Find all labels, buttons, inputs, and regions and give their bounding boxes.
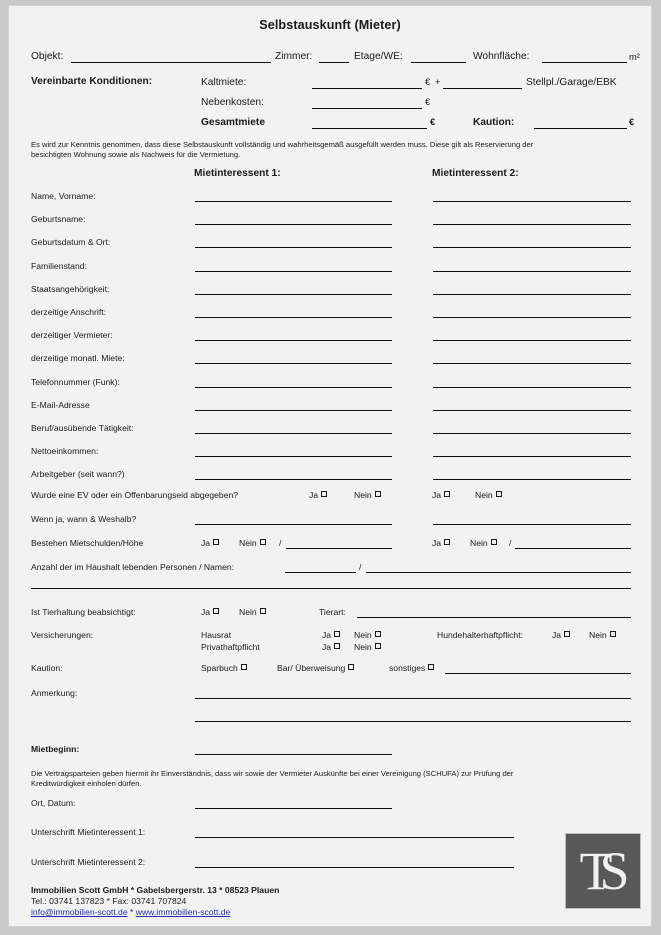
pets-label: Ist Tierhaltung beabsichtigt: (31, 607, 136, 617)
kaution-top-euro: € (629, 117, 635, 127)
field-input-line-applicant-2[interactable] (433, 294, 631, 295)
insurance-hausrat-yes[interactable] (322, 630, 340, 641)
deposit-sonstiges[interactable] (389, 663, 434, 674)
checkbox-icon[interactable] (334, 643, 340, 649)
field-input-line-applicant-2[interactable] (433, 340, 631, 341)
field-label: E-Mail-Adresse (31, 399, 90, 410)
footer-website-link[interactable]: www.immobilien-scott.de (135, 907, 231, 917)
field-input-line-applicant-2[interactable] (433, 271, 631, 272)
insurance-private-no-text: Nein (354, 642, 372, 652)
nebenkosten-euro: € (425, 97, 431, 107)
checkbox-icon[interactable] (334, 631, 340, 637)
insurance-private-label: Privathaftpflicht (201, 642, 260, 652)
checkbox-icon[interactable] (213, 539, 219, 545)
field-input-line-applicant-1[interactable] (195, 224, 392, 225)
extras-label: Stellpl./Garage/EBK (526, 77, 617, 88)
deposit-bar[interactable] (277, 663, 354, 674)
field-label: Telefonnummer (Funk): (31, 376, 120, 387)
signature-1-line[interactable] (195, 837, 514, 838)
checkbox-icon[interactable] (241, 664, 247, 670)
debts-yes-2-text: Ja (432, 538, 442, 548)
pets-species-input-line[interactable] (357, 617, 631, 618)
checkbox-icon[interactable] (491, 539, 497, 545)
insurance-hausrat-no[interactable] (354, 630, 381, 641)
insurance-dog-yes[interactable] (552, 630, 570, 641)
deposit-sparbuch-text: Sparbuch (201, 663, 238, 673)
ev-yes-1-text: Ja (309, 490, 319, 500)
field-label: Name, Vorname: (31, 191, 96, 201)
etage-label: Etage/WE: (354, 51, 403, 62)
remark-input-line-1[interactable] (195, 698, 631, 699)
field-input-line-applicant-1[interactable] (195, 433, 392, 434)
start-input-line[interactable] (195, 754, 392, 755)
insurance-dog-no-text: Nein (589, 630, 607, 640)
ev-label: Wurde eine EV oder ein Offenbarungseid abgegeben? (31, 490, 239, 500)
field-input-line-applicant-2[interactable] (433, 387, 631, 388)
household-label: Anzahl der im Haushalt lebenden Personen / Namen: (31, 562, 235, 572)
insurance-private-no[interactable] (354, 642, 381, 653)
field-input-line-applicant-1[interactable] (195, 340, 392, 341)
kaution-top-input-line[interactable] (534, 128, 627, 129)
field-input-line-applicant-2[interactable] (433, 247, 631, 248)
ev-no-2-text: Nein (475, 490, 493, 500)
pets-yes[interactable] (201, 607, 219, 618)
zimmer-input-line[interactable] (319, 62, 349, 63)
footer-separator: * (130, 907, 134, 917)
pets-no[interactable] (239, 607, 266, 618)
field-input-line-applicant-1[interactable] (195, 271, 392, 272)
checkbox-icon[interactable] (260, 539, 266, 545)
deposit-sparbuch[interactable] (201, 663, 247, 674)
gesamtmiete-label: Gesamtmiete (201, 117, 265, 128)
field-input-line-applicant-1[interactable] (195, 363, 392, 364)
checkbox-icon[interactable] (213, 608, 219, 614)
nebenkosten-label: Nebenkosten: (201, 97, 264, 108)
insurance-dog-yes-text: Ja (552, 630, 562, 640)
form-page (8, 5, 652, 927)
insurance-hausrat-label: Hausrat (201, 630, 232, 640)
kaltmiete-euro: € (425, 77, 431, 87)
kaltmiete-plus: + (435, 77, 441, 87)
field-label: Familienstand: (31, 260, 87, 271)
checkbox-icon[interactable] (375, 643, 381, 649)
remark-input-line-2[interactable] (195, 721, 631, 722)
debts-input-line-1[interactable] (286, 548, 392, 549)
field-input-line-applicant-2[interactable] (433, 433, 631, 434)
ev-yes-1[interactable] (309, 490, 327, 501)
remark-label: Anmerkung: (31, 688, 78, 698)
deposit-sonstiges-input-line[interactable] (445, 673, 631, 674)
reason-label: Wenn ja, wann & Weshalb? (31, 514, 137, 524)
checkbox-icon[interactable] (428, 664, 434, 670)
signature-2-line[interactable] (195, 867, 514, 868)
field-label: Staatsangehörigkeit: (31, 283, 110, 294)
field-input-line-applicant-2[interactable] (433, 201, 631, 202)
field-input-line-applicant-1[interactable] (195, 247, 392, 248)
insurance-private-yes[interactable] (322, 642, 340, 653)
field-input-line-applicant-2[interactable] (433, 410, 631, 411)
debts-yes-2[interactable] (432, 538, 450, 549)
field-input-line-applicant-2[interactable] (433, 363, 631, 364)
insurance-hausrat-no-text: Nein (354, 630, 372, 640)
gesamtmiete-input-line[interactable] (312, 128, 427, 129)
schufa-line-1: Die Vertragsparteien geben hiermit ihr Einverständnis, dass wir sowie der Vermieter Auskünfte bei einer Vereinigung (SCHUFA) zur Prüfung der (31, 769, 514, 778)
checkbox-icon[interactable] (348, 664, 354, 670)
field-label: Geburtsdatum & Ort: (31, 237, 111, 248)
field-input-line-applicant-1[interactable] (195, 456, 392, 457)
checkbox-icon[interactable] (444, 491, 450, 497)
zimmer-label: Zimmer: (275, 51, 313, 62)
objekt-label: Objekt: (31, 51, 64, 62)
debts-yes-1-text: Ja (201, 538, 211, 548)
extras-input-line[interactable] (443, 88, 522, 89)
notice-line-2: besichtigten Wohnung sowie als Nachweis für die Vermietung. (31, 150, 241, 159)
start-label: Mietbeginn: (31, 744, 80, 754)
logo-monogram: TS (579, 841, 617, 901)
objekt-input-line[interactable] (71, 62, 271, 63)
etage-input-line[interactable] (411, 62, 466, 63)
page-title: Selbstauskunft (Mieter) (259, 18, 401, 32)
signature-2-label: Unterschrift Mietinteressent 2: (31, 857, 146, 867)
notice-line-1: Es wird zur Kenntnis genommen, dass diese Selbstauskunft vollständig und wahrheitsgemäß ausgefüllt werden muss. Diese gilt als Reservierung der (31, 140, 534, 149)
pets-no-text: Nein (239, 607, 257, 617)
kaution-top-label: Kaution: (473, 117, 515, 128)
field-input-line-applicant-2[interactable] (433, 479, 631, 480)
deposit-label: Kaution: (31, 663, 63, 673)
field-input-line-applicant-2[interactable] (433, 456, 631, 457)
field-label: derzeitiger Vermieter: (31, 330, 113, 341)
kaltmiete-label: Kaltmiete: (201, 77, 247, 88)
checkbox-icon[interactable] (260, 608, 266, 614)
pets-yes-text: Ja (201, 607, 211, 617)
field-label: Beruf/ausübende Tätigkeit: (31, 423, 134, 433)
footer-company-line: Immobilien Scott GmbH * Gabelsbergerstr. 13 * 08523 Plauen (31, 885, 280, 895)
household-slash: / (359, 562, 362, 572)
field-input-line-applicant-1[interactable] (195, 387, 392, 388)
footer-email-link[interactable]: info@immobilien-scott.de (31, 907, 128, 917)
checkbox-icon[interactable] (444, 539, 450, 545)
ev-no-2[interactable] (475, 490, 502, 501)
signature-1-label: Unterschrift Mietinteressent 1: (31, 827, 146, 837)
nebenkosten-input-line[interactable] (312, 108, 422, 109)
field-input-line-applicant-1[interactable] (195, 479, 392, 480)
pets-species-label: Tierart: (319, 607, 346, 617)
debts-no-2-text: Nein (470, 538, 488, 548)
insurance-dog-label: Hundehalterhaftpflicht: (437, 630, 523, 640)
debts-input-line-2[interactable] (515, 548, 631, 549)
deposit-sonstiges-text: sonstiges (389, 663, 426, 673)
household-count-input-line[interactable] (285, 572, 356, 573)
conditions-heading: Vereinbarte Konditionen: (31, 76, 153, 87)
field-input-line-applicant-1[interactable] (195, 201, 392, 202)
debts-slash-2: / (509, 538, 512, 548)
field-label: Arbeitgeber (seit wann?) (31, 469, 125, 480)
section-divider (31, 588, 631, 589)
reason-input-line-1[interactable] (195, 524, 392, 525)
ev-yes-2[interactable] (432, 490, 450, 501)
company-logo (565, 833, 641, 909)
debts-no-2[interactable] (470, 538, 497, 549)
checkbox-icon[interactable] (564, 631, 570, 637)
ev-no-1-text: Nein (354, 490, 372, 500)
footer-contact-line: Tel.: 03741 137823 * Fax: 03741 707824 (31, 896, 187, 906)
wohnflaeche-unit: m² (629, 52, 640, 62)
checkbox-icon[interactable] (375, 491, 381, 497)
ev-yes-2-text: Ja (432, 490, 442, 500)
place-date-label: Ort, Datum: (31, 798, 76, 808)
field-label: Geburtsname: (31, 214, 86, 225)
insurance-dog-no[interactable] (589, 630, 616, 641)
field-input-line-applicant-1[interactable] (195, 294, 392, 295)
field-label: Nettoeinkommen: (31, 446, 99, 457)
insurance-hausrat-yes-text: Ja (322, 630, 332, 640)
wohnflaeche-input-line[interactable] (542, 62, 627, 63)
field-label: derzeitige Anschrift: (31, 307, 106, 317)
schufa-line-2: Kreditwürdigkeit einholen dürfen. (31, 779, 142, 788)
household-names-input-line[interactable] (366, 572, 631, 573)
field-label: derzeitige monatl. Miete: (31, 353, 125, 364)
kaltmiete-input-line[interactable] (312, 88, 422, 89)
checkbox-icon[interactable] (496, 491, 502, 497)
debts-label: Bestehen Mietschulden/Höhe (31, 538, 144, 548)
ev-no-1[interactable] (354, 490, 381, 501)
footer-web-line (31, 907, 230, 918)
checkbox-icon[interactable] (610, 631, 616, 637)
debts-no-1-text: Nein (239, 538, 257, 548)
checkbox-icon[interactable] (375, 631, 381, 637)
debts-slash-1: / (279, 538, 282, 548)
gesamtmiete-euro: € (430, 117, 436, 127)
field-input-line-applicant-1[interactable] (195, 317, 392, 318)
debts-yes-1[interactable] (201, 538, 219, 549)
insurance-label: Versicherungen: (31, 630, 94, 640)
deposit-bar-text: Bar/ Überweisung (277, 663, 346, 673)
debts-no-1[interactable] (239, 538, 266, 549)
place-date-input-line[interactable] (195, 808, 392, 809)
checkbox-icon[interactable] (321, 491, 327, 497)
column-heading-applicant-2: Mietinteressent 2: (432, 168, 519, 179)
field-input-line-applicant-2[interactable] (433, 317, 631, 318)
field-input-line-applicant-1[interactable] (195, 410, 392, 411)
insurance-private-yes-text: Ja (322, 642, 332, 652)
field-input-line-applicant-2[interactable] (433, 224, 631, 225)
reason-input-line-2[interactable] (433, 524, 631, 525)
wohnflaeche-label: Wohnfläche: (473, 51, 530, 62)
column-heading-applicant-1: Mietinteressent 1: (194, 168, 281, 179)
